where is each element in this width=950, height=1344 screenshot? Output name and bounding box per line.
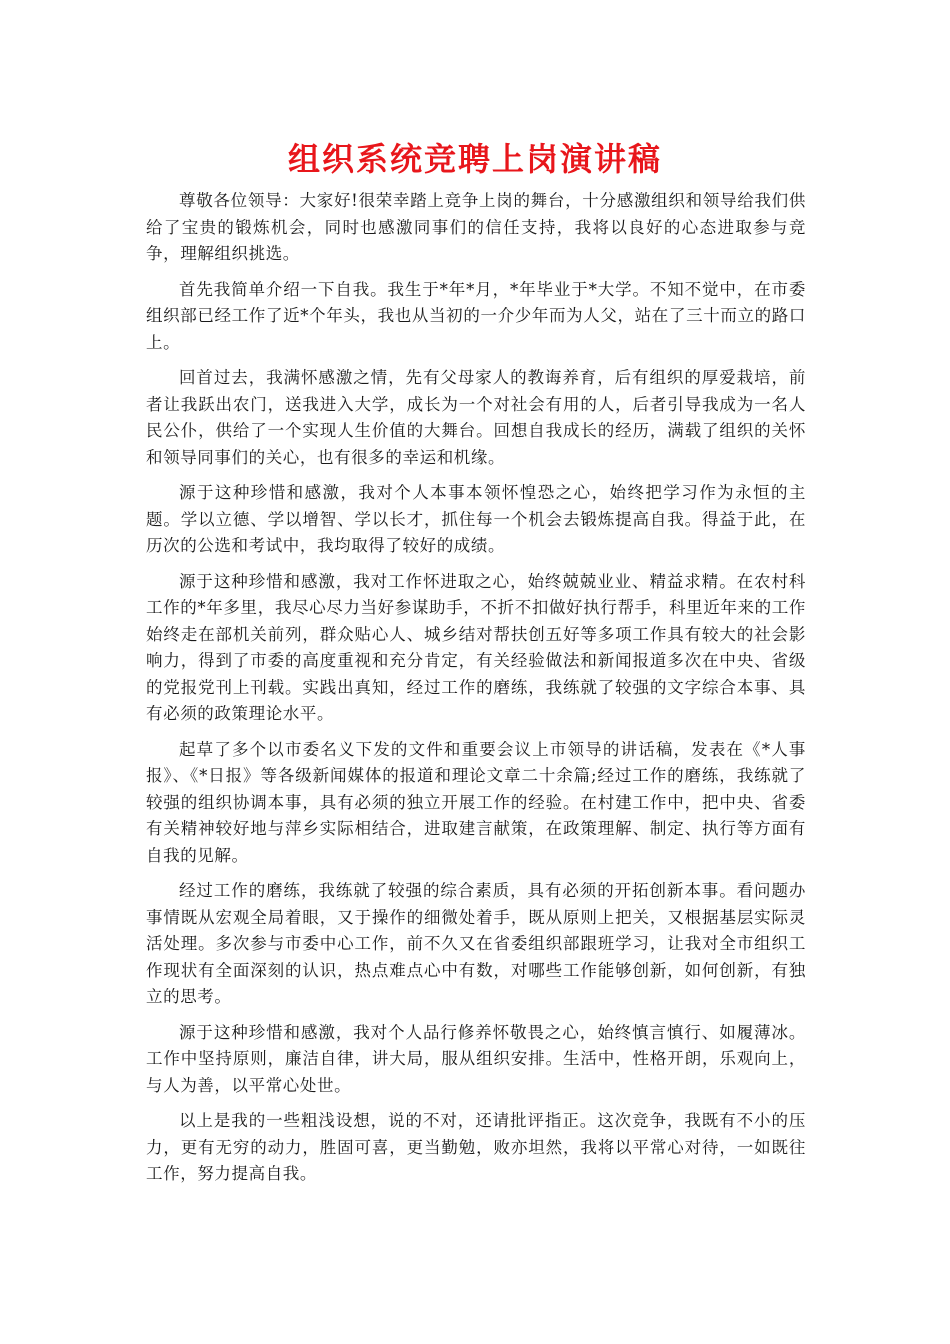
- paragraph-1: 尊敬各位领导：大家好!很荣幸踏上竞争上岗的舞台，十分感激组织和领导给我们供给了宝贵的锻炼机会，同时也感激同事们的信任支持，我将以良好的心态进取参与竞争，理解组织挑选。: [146, 191, 806, 263]
- paragraph-9: 以上是我的一些粗浅设想，说的不对，还请批评指正。这次竞争，我既有不小的压力，更有无穷的动力，胜固可喜，更当勤勉，败亦坦然，我将以平常心对待，一如既往工作，努力提高自我。: [146, 1111, 806, 1183]
- paragraph-6: 起草了多个以市委名义下发的文件和重要会议上市领导的讲话稿，发表在《*人事报》、《*日报》等各级新闻媒体的报道和理论文章二十余篇;经过工作的磨练，我练就了较强的组织协调本事，具有必须的独立开展工作的经验。在村建工作中，把中央、省委有关精神较好地与萍乡实际相结合，进取建言献策，在政策理解、制定、执行等方面有自我的见解。: [146, 739, 806, 865]
- paragraph-7: 经过工作的磨练，我练就了较强的综合素质，具有必须的开拓创新本事。看问题办事情既从宏观全局着眼，又于操作的细微处着手，既从原则上把关，又根据基层实际灵活处理。多次参与市委中心工作，前不久又在省委组织部跟班学习，让我对全市组织工作现状有全面深刻的认识，热点难点心中有数，对哪些工作能够创新，如何创新，有独立的思考。: [146, 881, 806, 1006]
- paragraph-4: 源于这种珍惜和感激，我对个人本事本领怀惶恐之心，始终把学习作为永恒的主题。学以立德、学以增智、学以长才，抓住每一个机会去锻炼提高自我。得益于此，在历次的公选和考试中，我均取得了较好的成绩。: [146, 483, 806, 555]
- paragraph-2: 首先我简单介绍一下自我。我生于*年*月，*年毕业于*大学。不知不觉中，在市委组织部已经工作了近*个年头，我也从当初的一介少年而为人父，站在了三十而立的路口上。: [146, 279, 806, 352]
- paragraph-8: 源于这种珍惜和感激，我对个人品行修养怀敬畏之心，始终慎言慎行、如履薄冰。工作中坚持原则，廉洁自律，讲大局，服从组织安排。生活中，性格开朗，乐观向上，与人为善，以平常心处世。: [146, 1022, 806, 1095]
- paragraph-3: 回首过去，我满怀感激之情，先有父母家人的教诲养育，后有组织的厚爱栽培，前者让我跃出农门，送我进入大学，成长为一个对社会有用的人，后者引导我成为一名人民公仆，供给了一个实现人生价值的大舞台。回想自我成长的经历，满载了组织的关怀和领导同事们的关心，也有很多的幸运和机缘。: [146, 368, 806, 467]
- paragraph-5: 源于这种珍惜和感激，我对工作怀进取之心，始终兢兢业业、精益求精。在农村科工作的*年多里，我尽心尽力当好参谋助手，不折不扣做好执行帮手，科里近年来的工作始终走在部机关前列，群众贴心人、城乡结对帮扶创五好等多项工作具有较大的社会影响力，得到了市委的高度重视和充分肯定，有关经验做法和新闻报道多次在中央、省级的党报党刊上刊载。实践出真知，经过工作的磨练，我练就了较强的文字综合本事、具有必须的政策理论水平。: [146, 571, 806, 723]
- document-body: [146, 188, 806, 1197]
- document-title: 组织系统竞聘上岗演讲稿: [287, 140, 662, 178]
